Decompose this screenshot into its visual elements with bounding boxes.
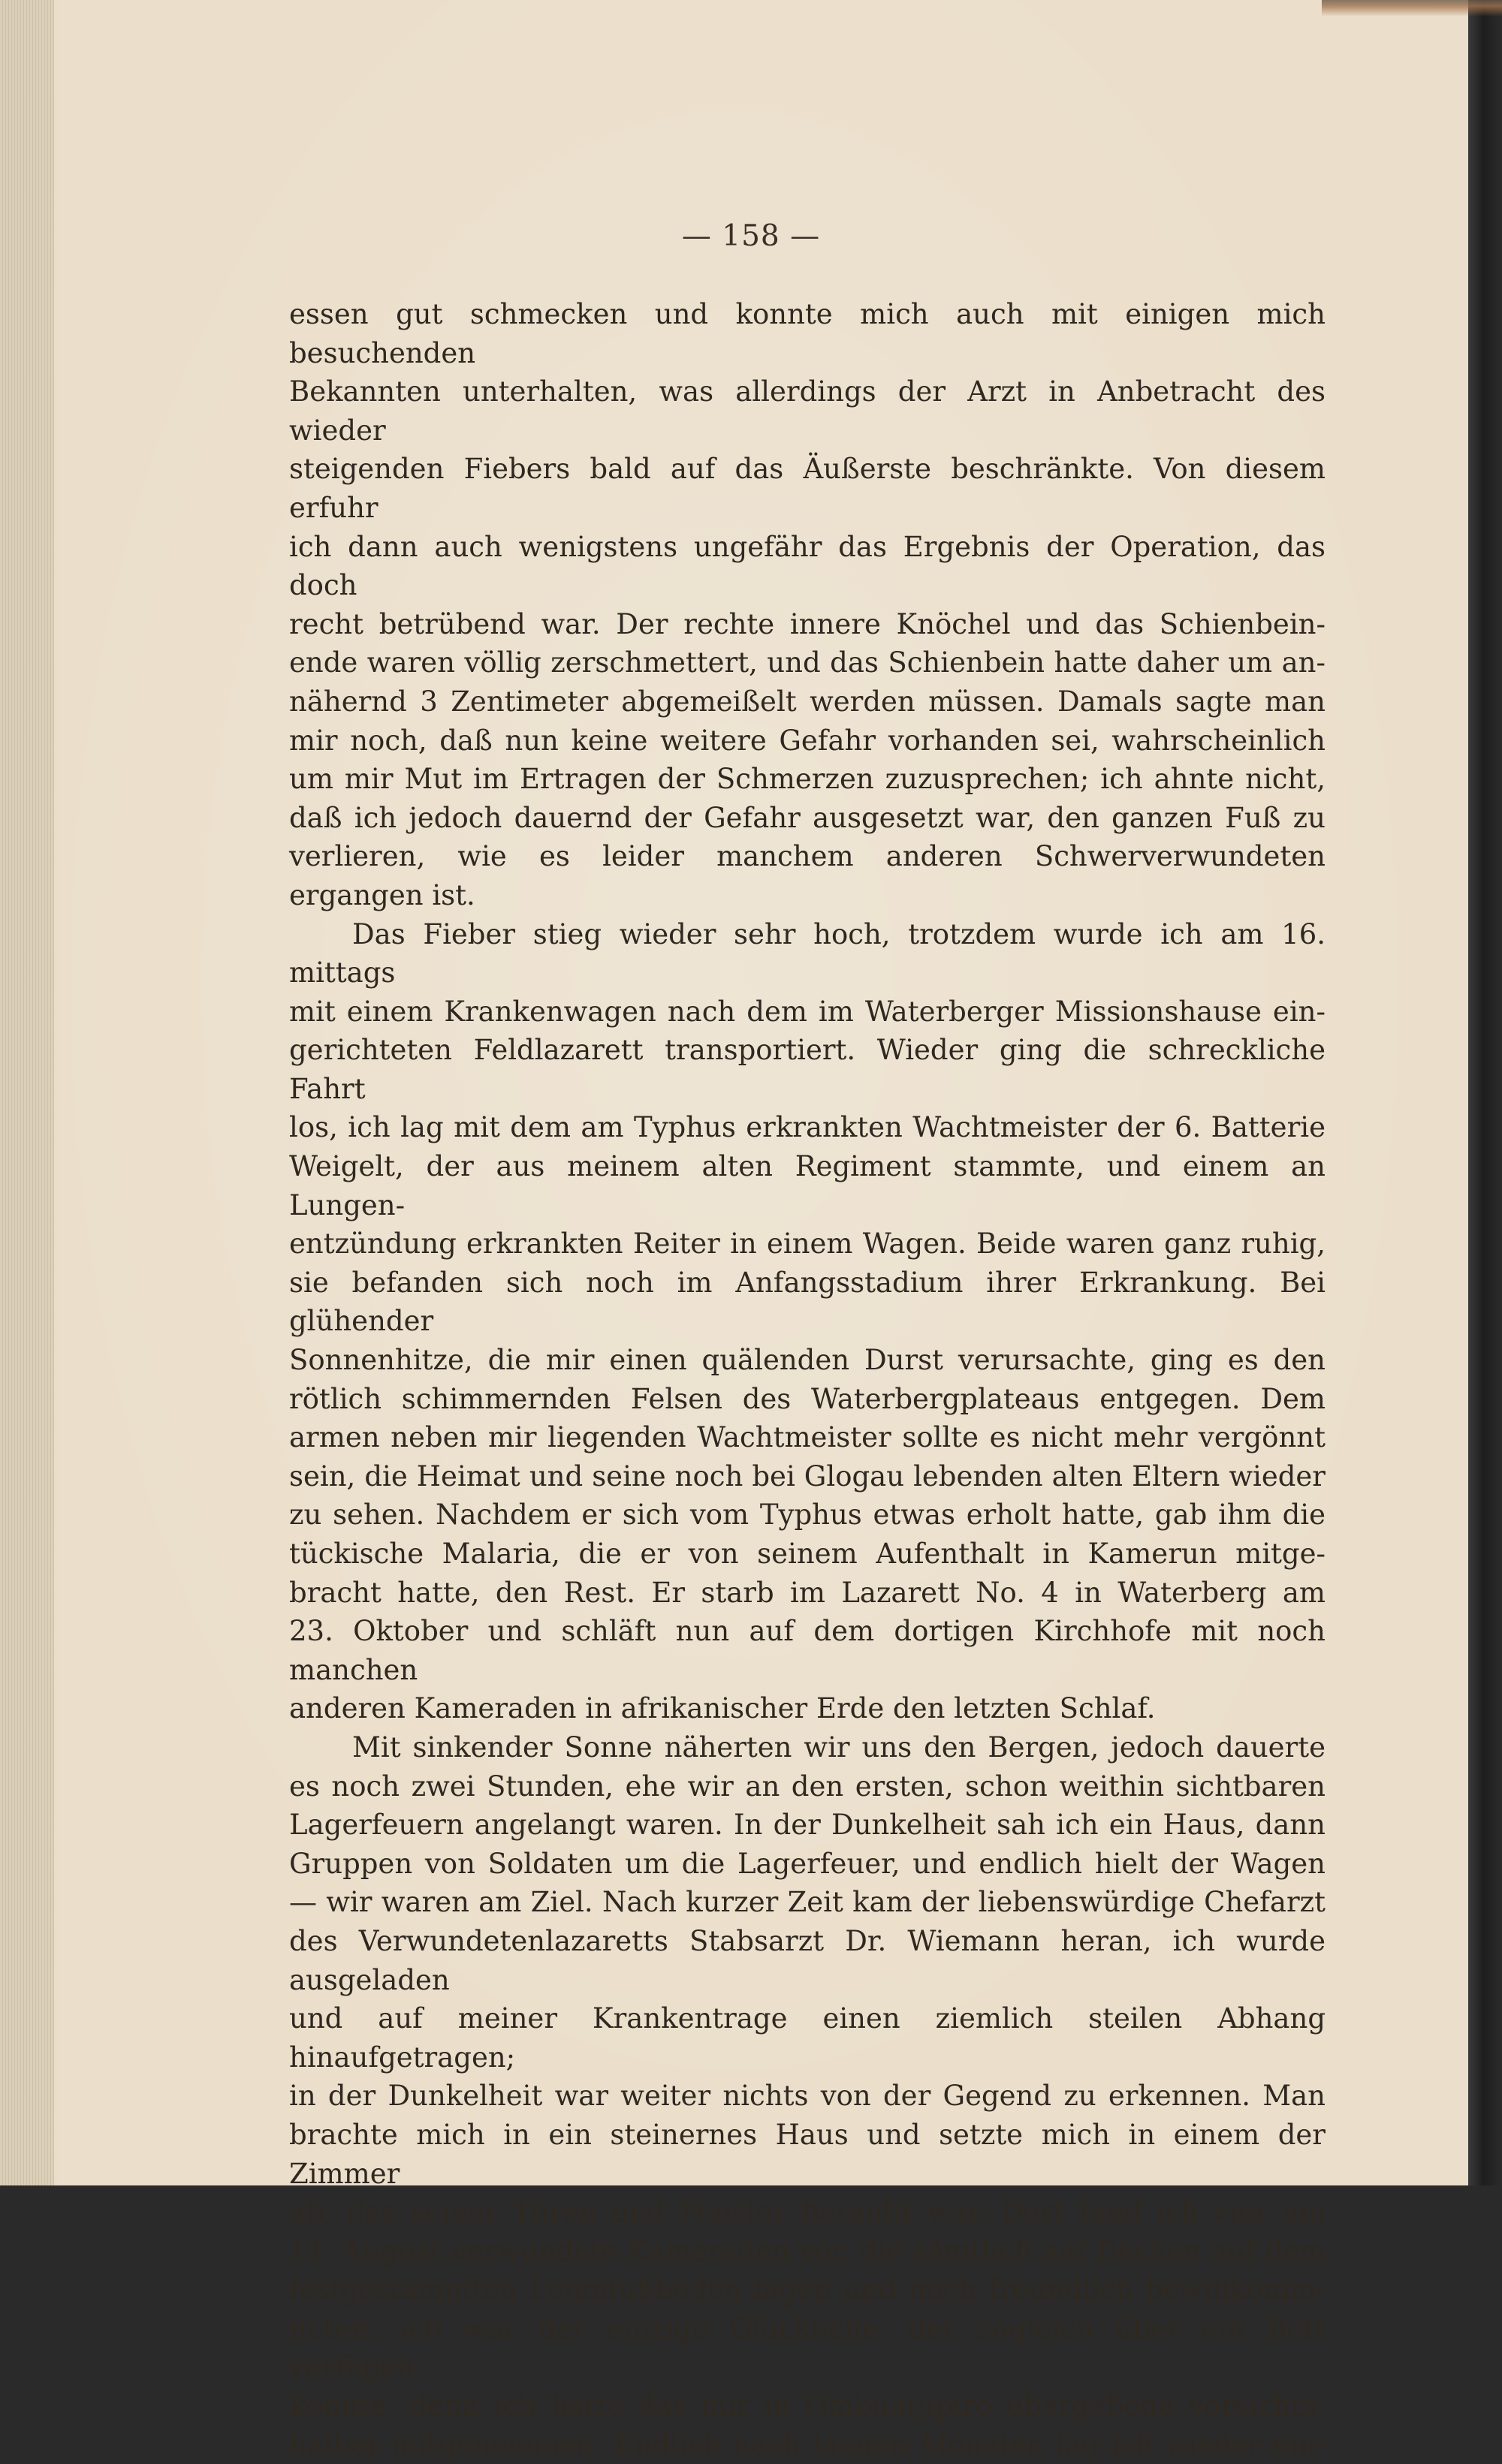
text-line: halber mitgenommen. Endlich nach langen Monaten lag ich wieder ein- (289, 2428, 1326, 2461)
text-line: Bekannten unterhalten, was allerdings der Arzt in Anbetracht des wieder (289, 375, 1326, 447)
text-line: daß ich jedoch dauernd der Gefahr ausgesetzt war, den ganzen Fuß zu (289, 801, 1326, 834)
page-number-header: — 158 — (681, 219, 821, 253)
text-line: Das Fieber stieg wieder sehr hoch, trotzdem wurde ich am 16. mittags (289, 917, 1326, 990)
text-line: zu sehen. Nachdem er sich vom Typhus etwas erholt hatte, gab ihm die (289, 1499, 1326, 1532)
text-line: mir noch, daß nun keine weitere Gefahr vorhanden sei, wahrscheinlich (289, 724, 1326, 757)
page-edges (0, 0, 54, 2185)
text-line: konnte, denn ich hatte das mir in Ombuatjipiro übergebene vorsichts- (289, 2390, 1326, 2423)
text-line: 23. Oktober und schläft nun auf dem dortigen Kirchhofe mit noch manchen (289, 1615, 1326, 1686)
text-line: Mit sinkender Sonne näherten wir uns den Bergen, jedoch dauerte (352, 1731, 1326, 1764)
text-line: festgestampften Lehmfußboden lagen und mich freundlich bewillkomm- (289, 2273, 1326, 2306)
text-line: neten; ich war der einzige Glückliche, der sogleich über ein Bett verfügen (289, 2312, 1326, 2384)
text-line: Lagerfeuern angelangt waren. In der Dunkelheit sah ich ein Haus, dann (289, 1809, 1326, 1842)
text-line: des Verwundetenlazaretts Stabsarzt Dr. Wiemann heran, ich wurde ausgeladen (289, 1924, 1326, 1996)
text-line: — wir waren am Ziel. Nach kurzer Zeit kam der liebenswürdige Chefarzt (289, 1886, 1326, 1919)
text-line: rötlich schimmernden Felsen des Waterbergplateaus entgegen. Dem (289, 1382, 1326, 1415)
text-line: gerichteten Feldlazarett transportiert. Wieder ging die schreckliche Fahrt (289, 1034, 1326, 1105)
book-cover-edge (1468, 0, 1502, 2185)
text-line: ende waren völlig zerschmettert, und das Schienbein hatte daher um an- (289, 646, 1326, 679)
text-line: los, ich lag mit dem am Typhus erkrankten Wachtmeister der 6. Batterie (289, 1111, 1326, 1144)
text-line: recht betrübend war. Der rechte innere Knöchel und das Schienbein- (289, 607, 1326, 640)
text-line: essen gut schmecken und konnte mich auch mit einigen mich besuchenden (289, 298, 1326, 369)
text-line: sie befanden sich noch im Anfangsstadium ihrer Erkrankung. Bei glühender (289, 1266, 1326, 1338)
body-text (289, 295, 1326, 2464)
text-line: und auf meiner Krankentrage einen ziemlich steilen Abhang hinaufgetragen; (289, 2002, 1326, 2074)
text-line: verlieren, wie es leider manchem anderen Schwerverwundeten ergangen ist. (289, 840, 1326, 911)
text-line: es noch zwei Stunden, ehe wir an den ersten, schon weithin sichtbaren (289, 1770, 1326, 1803)
text-line: brachte mich in ein steinernes Haus und setzte mich in einem der Zimmer (289, 2118, 1326, 2190)
text-line: anderen Kameraden in afrikanischer Erde den letzten Schlaf. (289, 1692, 1156, 1725)
text-line: in der Dunkelheit war weiter nichts von der Gegend zu erkennen. Man (289, 2080, 1326, 2113)
text-line: Weigelt, der aus meinem alten Regiment stammte, und einem an Lungen- (289, 1150, 1326, 1221)
text-line: entzündung erkrankten Reiter in einem Wagen. Beide waren ganz ruhig, (289, 1227, 1326, 1261)
text-line: bracht hatte, den Rest. Er starb im Lazarett No. 4 in Waterberg am (289, 1576, 1326, 1609)
text-line: 11. August verwundete Kameraden vor, die sämtlich auf Decken auf dem (289, 2234, 1326, 2267)
text-line: sein, die Heimat und seine noch bei Glogau lebenden alten Eltern wieder (289, 1459, 1326, 1493)
text-line: Gruppen von Soldaten um die Lagerfeuer, und endlich hielt der Wagen (289, 1847, 1326, 1880)
text-line: um mir Mut im Ertragen der Schmerzen zuzusprechen; ich ahnte nicht, (289, 763, 1326, 796)
text-line: steigenden Fiebers bald auf das Äußerste beschränkte. Von diesem erfuhr (289, 453, 1326, 524)
text-line: nähernd 3 Zentimeter abgemeißelt werden müssen. Damals sagte man (289, 685, 1326, 718)
text-line: ab, das seiner Türen und Fenster beraubt war. Dort fand ich vier am (289, 2196, 1326, 2229)
text-line: armen neben mir liegenden Wachtmeister sollte es nicht mehr vergönnt (289, 1421, 1326, 1454)
text-line: ich dann auch wenigstens ungefähr das Ergebnis der Operation, das doch (289, 530, 1326, 602)
text-line: tückische Malaria, die er von seinem Aufenthalt in Kamerun mitge- (289, 1538, 1326, 1570)
book-cover-corner (1322, 0, 1502, 17)
text-line: mit einem Krankenwagen nach dem im Waterberger Missionshause ein- (289, 995, 1326, 1028)
text-line: Sonnenhitze, die mir einen quälenden Durst verursachte, ging es den (289, 1344, 1326, 1377)
